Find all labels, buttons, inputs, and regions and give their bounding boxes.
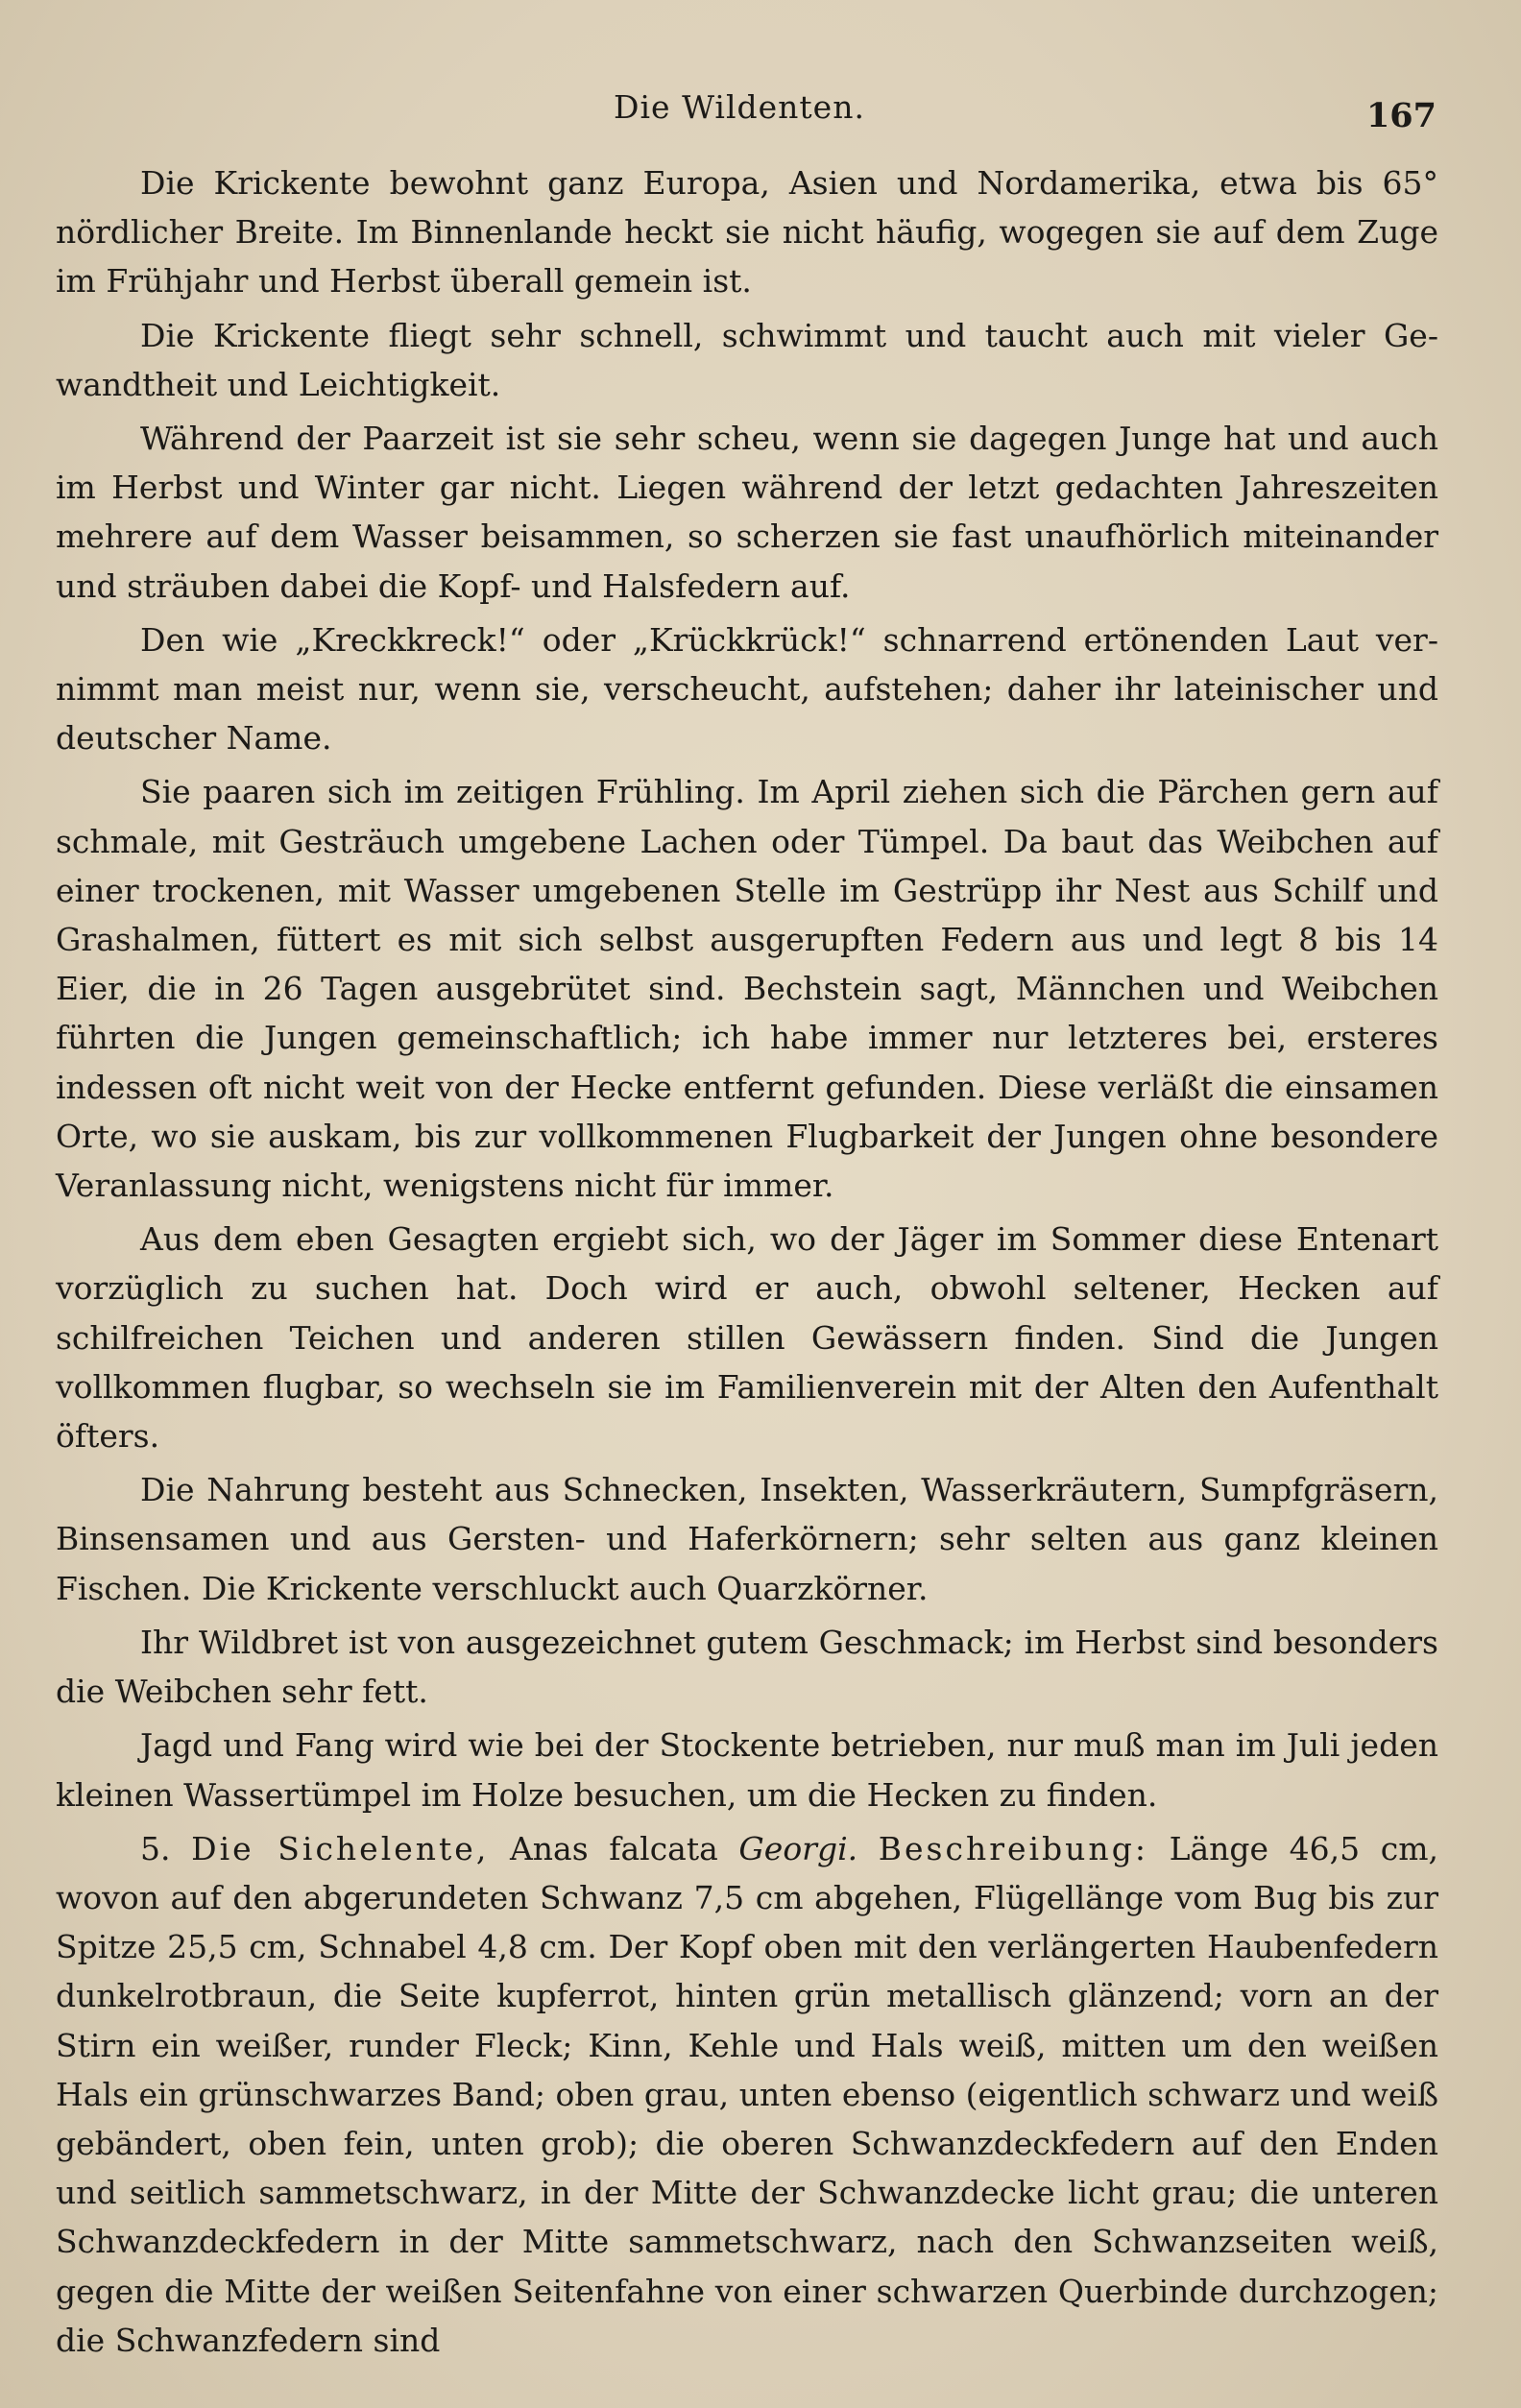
paragraph-food: Die Nahrung besteht aus Schnecken, Insekten, Wasserkräutern, Sumpfgräsern, Binsensamen und aus Gersten- und Haferkörnern; sehr selten aus ganz kleinen Fischen. Die Krickente verschluckt auch Quarzkörner. [56, 1471, 1438, 1607]
body-text [56, 158, 1438, 2365]
species-name: Die Sichelente, [191, 1829, 490, 1867]
description-label: Beschreibung: [878, 1829, 1148, 1867]
description-text: Länge 46,5 cm, wovon auf den abgerundeten Schwanz 7,5 cm abgehen, Flügellänge vom Bug bis zur Spitze 25,5 cm, Schnabel 4,8 cm. Der Kopf oben mit den verlängerten Haubenfedern dunkelrotbraun, die Seite kupferrot, hinten grün metallisch glänzend; vorn an der Stirn ein weißer, runder Fleck; Kinn, Kehle und Hals weiß, mitten um den weißen Hals ein grünschwarzes Band; oben grau, unten ebenso (eigentlich schwarz und weiß gebändert, oben fein, unten grob); die oberen Schwanzdeckfedern auf den Enden und seitlich sammetschwarz, in der Mitte der Schwanzdecke licht grau; die unteren Schwanzdeckfedern in der Mitte sammetschwarz, nach den Schwanzseiten weiß, gegen die Mitte der weißen Seitenfahne von einer schwarzen Querbinde durchzogen; die Schwanzfedern sind [56, 1829, 1439, 2359]
paragraph-meat: Ihr Wildbret ist von ausgezeichnet gutem Geschmack; im Herbst sind besonders die Weibchen sehr fett. [56, 1623, 1438, 1711]
paragraph-hunting-locations: Aus dem eben Gesagten ergiebt sich, wo der Jäger im Sommer diese Entenart vorzüglich zu suchen hat. Doch wird er auch, obwohl seltener, Hecken auf schilfreichen Teichen und anderen stillen Gewässern finden. Sind die Jungen vollkommen flugbar, so wechseln sie im Familienverein mit der Alten den Aufenthalt öfters. [56, 1220, 1438, 1456]
paragraph-distribution: Die Krickente bewohnt ganz Europa, Asien und Nordamerika, etwa bis 65° nördlicher Breite. Im Binnenlande heckt sie nicht häufig, wogegen sie auf dem Zuge im Frühjahr und Herbst überall gemein ist. [56, 164, 1438, 301]
paragraph-flight: Die Krickente fliegt sehr schnell, schwimmt und taucht auch mit vieler Gewandtheit und Leichtigkeit. [56, 316, 1438, 403]
page-number: 167 [1365, 96, 1436, 135]
running-title: Die Wildenten. [614, 88, 865, 126]
paragraph-behavior: Während der Paarzeit ist sie sehr scheu, wenn sie dagegen Junge hat und auch im Herbst und Winter gar nicht. Liegen während der letzt gedachten Jahreszeiten mehrere auf dem Wasser beisammen, so scherzen sie fast unaufhörlich miteinander und sträuben dabei die Kopf- und Halsfedern auf. [56, 420, 1438, 605]
paragraph-breeding: Sie paaren sich im zeitigen Frühling. Im April ziehen sich die Pärchen gern auf schmale, mit Gesträuch umgebene Lachen oder Tümpel. Da baut das Weibchen auf einer trockenen, mit Wasser umgebenen Stelle im Gestrüpp ihr Nest aus Schilf und Grashalmen, füttert es mit sich selbst ausgerupften Federn aus und legt 8 bis 14 Eier, die in 26 Tagen ausgebrütet sind. Bechstein sagt, Männchen und Weibchen führten die Jungen gemeinschaftlich; ich habe immer nur letzteres bei, ersteres indessen oft nicht weit von der Hecke entfernt gefunden. Diese verläßt die einsamen Orte, wo sie auskam, bis zur vollkommenen Flugbarkeit der Jungen ohne besondere Veranlassung nicht, wenigstens nicht für immer. [56, 773, 1438, 1205]
paragraph-hunting: Jagd und Fang wird wie bei der Stockente betrieben, nur muß man im Juli jeden kleinen Wassertümpel im Holze besuchen, um die Hecken zu finden. [56, 1726, 1438, 1814]
species-number: 5. [140, 1829, 171, 1867]
running-head [0, 88, 1521, 136]
paragraph-sichelente [56, 1824, 1438, 2365]
species-latin-name: Anas falcata [509, 1829, 718, 1867]
species-author: Georgi. [738, 1829, 858, 1867]
paragraph-call: Den wie „Kreckkreck!“ oder „Krückkrück!“ schnarrend ertönenden Laut vernimmt man meist nur, wenn sie, verscheucht, aufstehen; daher ihr lateinischer und deutscher Name. [56, 620, 1438, 758]
